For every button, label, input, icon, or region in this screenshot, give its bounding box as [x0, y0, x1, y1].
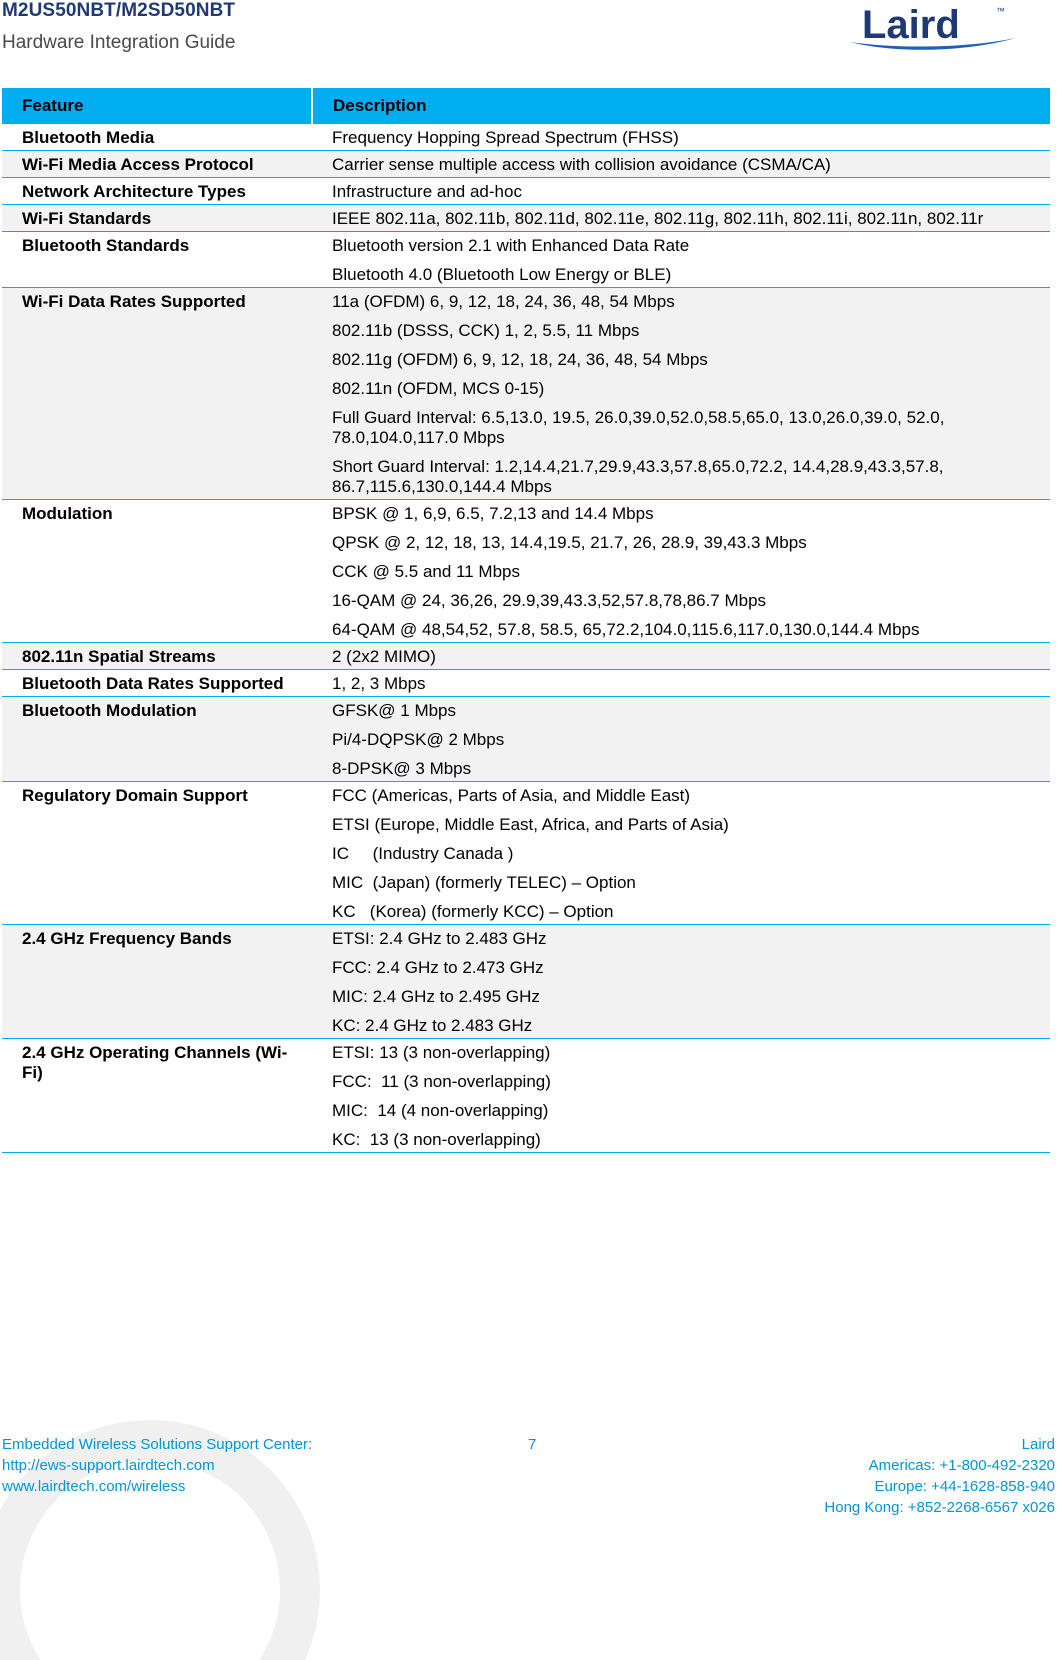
description-line: Infrastructure and ad-hoc [332, 182, 522, 201]
description-line: ETSI: 13 (3 non-overlapping) [332, 1043, 551, 1062]
description-line: 16-QAM @ 24, 36,26, 29.9,39,43.3,52,57.8,78,86.7 Mbps [332, 591, 767, 610]
description-line: Bluetooth 4.0 (Bluetooth Low Energy or BLE) [332, 265, 672, 284]
table-row [2, 205, 1050, 232]
description-line: 802.11g (OFDM) 6, 9, 12, 18, 24, 36, 48, 54 Mbps [332, 350, 708, 369]
footer-website-url[interactable]: www.lairdtech.com/wireless [2, 1478, 186, 1495]
description-cell [312, 670, 1050, 697]
description-line: Bluetooth version 2.1 with Enhanced Data Rate [332, 236, 690, 255]
description-line: 802.11b (DSSS, CCK) 1, 2, 5.5, 11 Mbps [332, 321, 640, 340]
table-row [2, 288, 1050, 500]
table-row [2, 670, 1050, 697]
feature-cell: Wi-Fi Data Rates Supported [2, 288, 312, 500]
feature-cell: Modulation [2, 500, 312, 643]
logo-wordmark: Laird [862, 3, 960, 47]
column-header-description: Description [312, 88, 1050, 124]
description-line: 2 (2x2 MIMO) [332, 647, 436, 666]
description-cell [312, 232, 1050, 288]
description-line: ETSI (Europe, Middle East, Africa, and Parts of Asia) [332, 815, 729, 834]
description-line: KC: 2.4 GHz to 2.483 GHz [332, 1016, 533, 1035]
description-line: MIC: 14 (4 non-overlapping) [332, 1101, 549, 1120]
document-title: M2US50NBT/M2SD50NBT [2, 0, 236, 21]
description-cell [312, 151, 1050, 178]
description-line: MIC (Japan) (formerly TELEC) – Option [332, 873, 636, 892]
footer-phone-americas: Americas: +1-800-492-2320 [868, 1457, 1055, 1474]
table-row [2, 697, 1050, 782]
table-row [2, 782, 1050, 925]
feature-cell: Regulatory Domain Support [2, 782, 312, 925]
table-row [2, 178, 1050, 205]
description-line: KC: 13 (3 non-overlapping) [332, 1130, 541, 1149]
description-line: 1, 2, 3 Mbps [332, 674, 426, 693]
description-line: FCC: 11 (3 non-overlapping) [332, 1072, 551, 1091]
laird-logo [848, 2, 1018, 56]
footer-support-info [2, 1434, 312, 1497]
table-body [2, 124, 1050, 1153]
description-line: KC (Korea) (formerly KCC) – Option [332, 902, 614, 921]
description-cell [312, 782, 1050, 925]
description-line: 8-DPSK@ 3 Mbps [332, 759, 472, 778]
description-cell [312, 178, 1050, 205]
description-line: GFSK@ 1 Mbps [332, 701, 457, 720]
description-line: CCK @ 5.5 and 11 Mbps [332, 562, 520, 581]
feature-cell: Network Architecture Types [2, 178, 312, 205]
feature-cell: Wi-Fi Standards [2, 205, 312, 232]
description-line: Short Guard Interval: 1.2,14.4,21.7,29.9,43.3,57.8,65.0,72.2, 14.4,28.9,43.3,57.8, 86.7,115.6,130.0,144.4 Mbps [332, 457, 949, 496]
description-line: MIC: 2.4 GHz to 2.495 GHz [332, 987, 540, 1006]
table-row [2, 232, 1050, 288]
description-cell [312, 643, 1050, 670]
footer-support-center: Embedded Wireless Solutions Support Center: [2, 1436, 313, 1453]
description-line: IEEE 802.11a, 802.11b, 802.11d, 802.11e, 802.11g, 802.11h, 802.11i, 802.11n, 802.11r [332, 209, 984, 228]
description-line: Pi/4-DQPSK@ 2 Mbps [332, 730, 505, 749]
description-cell [312, 500, 1050, 643]
description-cell [312, 288, 1050, 500]
footer-phone-europe: Europe: +44-1628-858-940 [874, 1478, 1055, 1495]
page-number: 7 [528, 1436, 537, 1453]
column-header-feature: Feature [2, 88, 312, 124]
description-line: Full Guard Interval: 6.5,13.0, 19.5, 26.0,39.0,52.0,58.5,65.0, 13.0,26.0,39.0, 52.0, 78.0,104.0,117.0 Mbps [332, 408, 950, 447]
feature-cell: Bluetooth Modulation [2, 697, 312, 782]
description-cell [312, 697, 1050, 782]
feature-cell: 2.4 GHz Frequency Bands [2, 925, 312, 1039]
table-row [2, 1039, 1050, 1153]
description-line: BPSK @ 1, 6,9, 6.5, 7.2,13 and 14.4 Mbps [332, 504, 654, 523]
description-line: FCC (Americas, Parts of Asia, and Middle East) [332, 786, 691, 805]
footer-contact-info [824, 1434, 1055, 1518]
feature-cell: 802.11n Spatial Streams [2, 643, 312, 670]
description-line: IC (Industry Canada ) [332, 844, 514, 863]
document-subtitle: Hardware Integration Guide [2, 32, 236, 53]
description-line: 11a (OFDM) 6, 9, 12, 18, 24, 36, 48, 54 Mbps [332, 292, 675, 311]
description-line: Carrier sense multiple access with collision avoidance (CSMA/CA) [332, 155, 831, 174]
description-line: QPSK @ 2, 12, 18, 13, 14.4,19.5, 21.7, 26, 28.9, 39,43.3 Mbps [332, 533, 807, 552]
footer-phone-hongkong: Hong Kong: +852-2268-6567 x026 [824, 1499, 1055, 1516]
description-cell [312, 205, 1050, 232]
description-cell [312, 1039, 1050, 1153]
description-line: 64-QAM @ 48,54,52, 57.8, 58.5, 65,72.2,104.0,115.6,117.0,130.0,144.4 Mbps [332, 620, 920, 639]
description-line: 802.11n (OFDM, MCS 0-15) [332, 379, 545, 398]
table-row [2, 925, 1050, 1039]
description-cell [312, 925, 1050, 1039]
feature-cell: Wi-Fi Media Access Protocol [2, 151, 312, 178]
feature-cell: 2.4 GHz Operating Channels (Wi-Fi) [2, 1039, 312, 1153]
feature-cell: Bluetooth Data Rates Supported [2, 670, 312, 697]
table-row [2, 124, 1050, 151]
table-header-row [2, 88, 1050, 124]
description-line: FCC: 2.4 GHz to 2.473 GHz [332, 958, 544, 977]
table-row [2, 151, 1050, 178]
table-row [2, 643, 1050, 670]
logo-trademark: ™ [996, 6, 1005, 16]
description-cell [312, 124, 1050, 151]
footer-support-url[interactable]: http://ews-support.lairdtech.com [2, 1457, 215, 1474]
feature-cell: Bluetooth Standards [2, 232, 312, 288]
feature-table [2, 88, 1050, 1153]
description-line: Frequency Hopping Spread Spectrum (FHSS) [332, 128, 679, 147]
footer-company: Laird [1021, 1436, 1055, 1453]
description-line: ETSI: 2.4 GHz to 2.483 GHz [332, 929, 547, 948]
feature-cell: Bluetooth Media [2, 124, 312, 151]
table-row [2, 500, 1050, 643]
